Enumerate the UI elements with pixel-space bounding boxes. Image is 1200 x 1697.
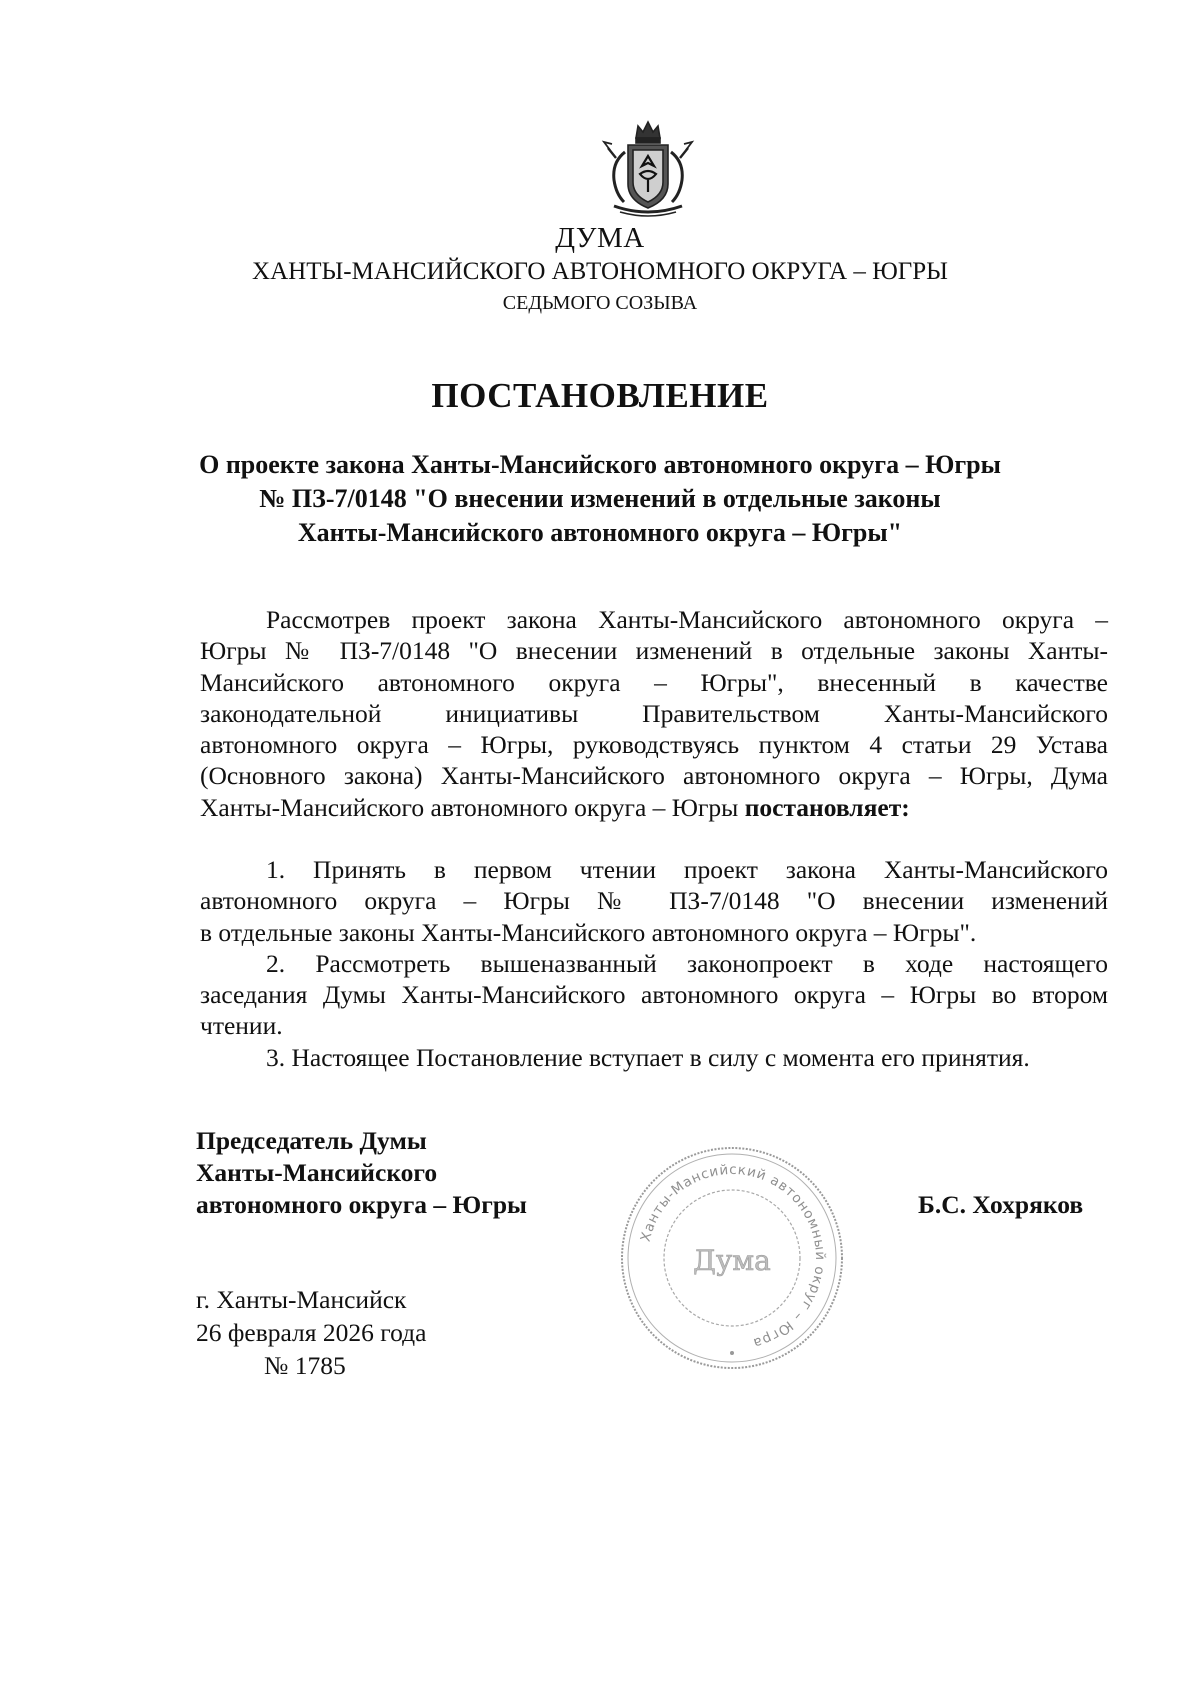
paragraph-line: (Основного закона) Ханты-Мансийского автономного округа – Югры, Дума: [200, 761, 1108, 791]
document-number: № 1785: [264, 1351, 346, 1380]
item-1-line: 1. Принять в первом чтении проект закона Ханты-Мансийского: [266, 855, 1108, 884]
header-convocation: СЕДЬМОГО СОЗЫВА: [502, 292, 698, 314]
item-2-line: 2. Рассмотреть вышеназванный законопроект в ходе настоящего: [266, 948, 1108, 978]
subject-line: О проекте закона Ханты-Мансийского автономного округа – Югры: [199, 450, 1001, 479]
subject-line: Ханты-Мансийского автономного округа – Югры": [297, 518, 903, 547]
city: г. Ханты-Мансийск: [196, 1285, 407, 1314]
document-subject: [150, 448, 1050, 550]
subject-line: № ПЗ-7/0148 "О внесении изменений в отдельные законы: [259, 484, 941, 513]
date: 26 февраля 2026 года: [196, 1318, 427, 1347]
signatory-name: Б.С. Хохряков: [918, 1190, 1084, 1219]
resolution-items: [200, 854, 1108, 1073]
document-type-title: ПОСТАНОВЛЕНИЕ: [431, 376, 769, 415]
paragraph-line: законодательной инициативы Правительством Ханты-Мансийского: [200, 698, 1108, 728]
paragraph-line: Рассмотрев проект закона Ханты-Мансийского автономного округа –: [266, 605, 1108, 634]
paragraph-line: Югры № ПЗ-7/0148 "О внесении изменений в отдельные законы Ханты-: [200, 636, 1108, 666]
paragraph-text: Ханты-Мансийского автономного округа – Югры: [200, 792, 739, 822]
resolves-word: постановляет:: [744, 792, 910, 822]
position-line: автономного округа – Югры: [196, 1190, 527, 1219]
position-line: Ханты-Мансийского: [196, 1158, 438, 1187]
header-duma: ДУМА: [555, 222, 645, 254]
seal-center-text: Дума: [693, 1244, 771, 1277]
preamble-paragraph: [200, 604, 1108, 823]
official-seal-stamp: [612, 1138, 852, 1378]
header-okrug: ХАНТЫ-МАНСИЙСКОГО АВТОНОМНОГО ОКРУГА – ЮГРЫ: [252, 258, 948, 285]
signatory-position: [196, 1125, 527, 1221]
paragraph-line: автономного округа – Югры, руководствуясь пунктом 4 статьи 29 Устава: [200, 730, 1108, 760]
paragraph-line: Мансийского автономного округа – Югры", внесенный в качестве: [200, 667, 1108, 697]
place-and-date: [196, 1283, 426, 1382]
seal-ring-text: Ханты-Мансийский автономный округ – Югра: [637, 1161, 829, 1352]
item-2-line: заседания Думы Ханты-Мансийского автономного округа – Югры во втором: [200, 980, 1108, 1010]
paragraph-last-line: [200, 792, 1108, 823]
item-1-line: автономного округа – Югры № ПЗ-7/0148 "О внесении изменений: [200, 886, 1108, 916]
item-3-line: 3. Настоящее Постановление вступает в силу с момента его принятия.: [266, 1042, 1030, 1072]
position-line: Председатель Думы: [196, 1126, 427, 1155]
item-1-last-line: в отдельные законы Ханты-Мансийского автономного округа – Югры".: [200, 917, 977, 947]
coat-of-arms-emblem: [598, 118, 698, 220]
item-2-last-line: чтении.: [200, 1011, 283, 1041]
